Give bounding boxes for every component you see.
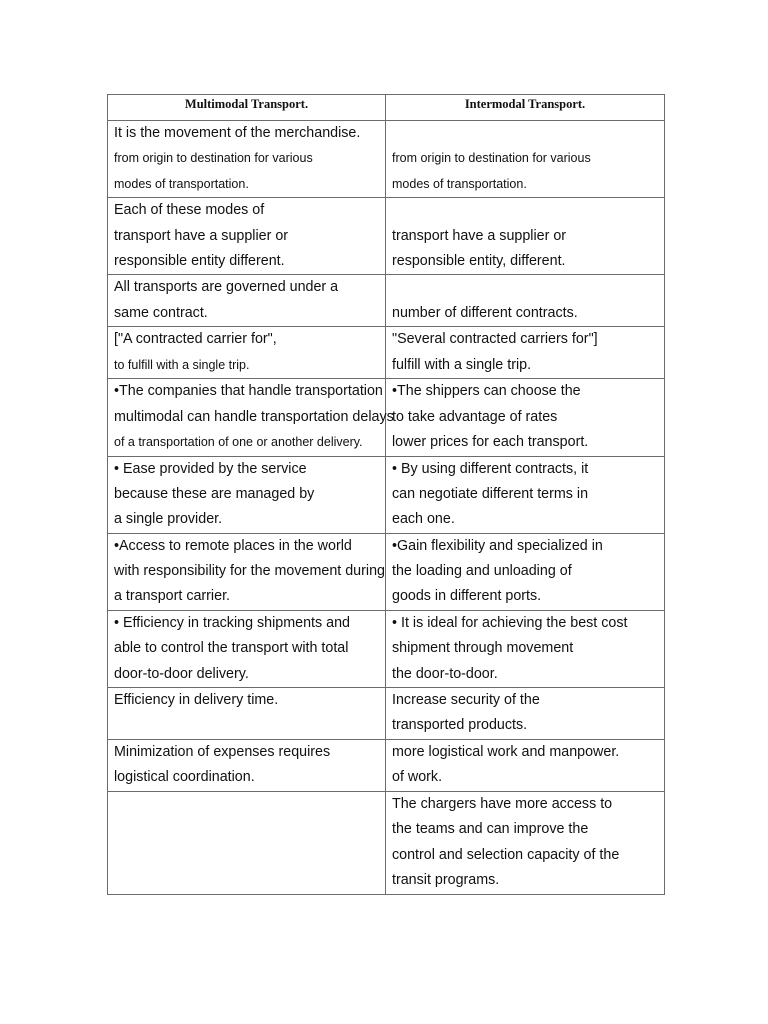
table-row <box>108 198 665 275</box>
intermodal-cell <box>386 121 665 198</box>
cell-line: from origin to destination for various <box>114 151 313 166</box>
intermodal-cell <box>386 740 665 792</box>
multimodal-cell <box>108 275 386 327</box>
cell-line: • By using different contracts, it <box>392 460 589 477</box>
multimodal-cell <box>108 688 386 740</box>
header-multimodal: Multimodal Transport. <box>108 95 386 121</box>
cell-line: of work. <box>392 769 443 786</box>
cell-line: lower prices for each transport. <box>392 434 589 451</box>
multimodal-cell <box>108 198 386 275</box>
table-row <box>108 379 665 456</box>
cell-line: "Several contracted carriers for"] <box>392 331 598 348</box>
multimodal-cell <box>108 456 386 533</box>
multimodal-cell <box>108 533 386 610</box>
cell-line: • Ease provided by the service <box>114 460 307 477</box>
multimodal-cell <box>108 327 386 379</box>
cell-line: •The shippers can choose the <box>392 383 581 400</box>
cell-line: Each of these modes of <box>114 202 265 219</box>
cell-line: • Efficiency in tracking shipments and <box>114 614 350 631</box>
cell-line: can negotiate different terms in <box>392 485 589 502</box>
table-row <box>108 456 665 533</box>
cell-line: transport have a supplier or <box>114 227 289 244</box>
cell-line: modes of transportation. <box>392 176 527 191</box>
cell-line: the loading and unloading of <box>392 563 572 580</box>
cell-line: of a transportation of one or another delivery. <box>114 435 363 450</box>
table-row <box>108 533 665 610</box>
cell-line: a single provider. <box>114 511 223 528</box>
multimodal-cell <box>108 740 386 792</box>
comparison-table <box>107 94 665 895</box>
cell-line: more logistical work and manpower. <box>392 744 620 761</box>
intermodal-cell <box>386 456 665 533</box>
table-row <box>108 121 665 198</box>
table-row <box>108 610 665 687</box>
intermodal-cell <box>386 533 665 610</box>
intermodal-cell <box>386 275 665 327</box>
intermodal-cell <box>386 198 665 275</box>
cell-line: Increase security of the <box>392 692 540 709</box>
cell-line: because these are managed by <box>114 485 315 502</box>
cell-line: •The companies that handle transportation <box>114 383 383 400</box>
cell-line: All transports are governed under a <box>114 279 339 296</box>
cell-line: transported products. <box>392 717 528 734</box>
cell-line: control and selection capacity of the <box>392 846 620 863</box>
table-row <box>108 275 665 327</box>
cell-line: able to control the transport with total <box>114 640 349 657</box>
cell-line: It is the movement of the merchandise. <box>114 125 361 141</box>
header-intermodal: Intermodal Transport. <box>386 95 665 121</box>
cell-line: logistical coordination. <box>114 769 255 786</box>
cell-line: Minimization of expenses requires <box>114 744 331 761</box>
cell-line: •Gain flexibility and specialized in <box>392 537 603 554</box>
multimodal-cell <box>108 792 386 895</box>
table-row <box>108 792 665 895</box>
cell-line: to fulfill with a single trip. <box>114 357 250 372</box>
cell-line: from origin to destination for various <box>392 151 591 166</box>
cell-line: • It is ideal for achieving the best cost <box>392 614 628 631</box>
cell-line: transit programs. <box>392 872 500 889</box>
cell-line: responsible entity different. <box>114 252 285 269</box>
multimodal-cell <box>108 121 386 198</box>
cell-line: a transport carrier. <box>114 588 231 605</box>
cell-line: with responsibility for the movement during <box>114 563 385 580</box>
intermodal-cell <box>386 610 665 687</box>
cell-line: fulfill with a single trip. <box>392 356 532 373</box>
cell-line: goods in different ports. <box>392 588 542 605</box>
cell-line: number of different contracts. <box>392 304 578 321</box>
cell-line: same contract. <box>114 304 208 321</box>
multimodal-cell <box>108 610 386 687</box>
cell-line: door-to-door delivery. <box>114 665 249 682</box>
cell-line: shipment through movement <box>392 640 574 657</box>
cell-line: transport have a supplier or <box>392 227 567 244</box>
table-row <box>108 327 665 379</box>
cell-line: ["A contracted carrier for", <box>114 331 277 348</box>
cell-line: the door-to-door. <box>392 665 498 682</box>
cell-line: multimodal can handle transportation delays <box>114 408 394 425</box>
cell-line <box>392 198 658 223</box>
cell-line <box>392 121 658 146</box>
cell-line: to take advantage of rates <box>392 408 558 425</box>
cell-line: the teams and can improve the <box>392 821 589 838</box>
cell-line: modes of transportation. <box>114 176 249 191</box>
table-row <box>108 740 665 792</box>
cell-line: The chargers have more access to <box>392 796 613 813</box>
cell-line: •Access to remote places in the world <box>114 537 352 554</box>
intermodal-cell <box>386 792 665 895</box>
table-header-row <box>108 95 665 121</box>
cell-line: responsible entity, different. <box>392 252 566 269</box>
intermodal-cell <box>386 379 665 456</box>
intermodal-cell <box>386 327 665 379</box>
multimodal-cell <box>108 379 394 456</box>
cell-line: Efficiency in delivery time. <box>114 692 279 709</box>
table-row <box>108 688 665 740</box>
cell-line: each one. <box>392 511 455 528</box>
intermodal-cell <box>386 688 665 740</box>
cell-line <box>392 275 658 300</box>
